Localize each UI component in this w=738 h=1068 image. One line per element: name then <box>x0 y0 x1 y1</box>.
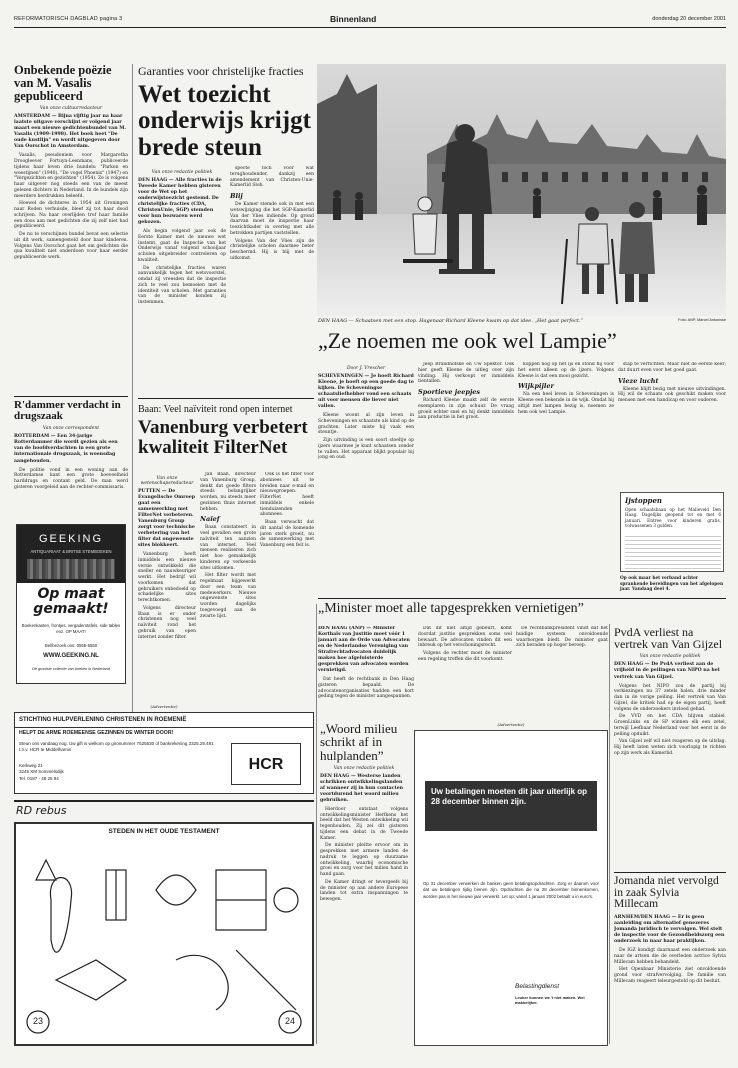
headline: PvdA verliest na vertrek van Van Gijzel <box>614 626 723 652</box>
photo-caption: DEN HAAG — Schaatsen met een stop. Hagenaar Richard Kleene kwam op dat idee. „Het gaat perfect.” <box>318 318 584 324</box>
headline: Onbekende poëzie van M. Vasalis gepubliceerd <box>14 64 112 103</box>
byline: Van onze wetenschapsredacteur <box>140 476 194 486</box>
ad-hulpverlening[interactable] <box>14 712 314 794</box>
byline: Van onze redactie politiek <box>639 654 701 660</box>
subhead: Sportieve jeepjes <box>418 388 481 396</box>
subhead: Wijkpijler <box>518 382 554 391</box>
rebus-drawing-icon <box>16 840 312 1040</box>
ad-title: STICHTING HULPVERLENING CHRISTENEN IN ROEMENIË <box>19 717 187 723</box>
article-col: Jeep Brandhofske en Uw Spektor. Ook hier geeft Kleene de uitleg over zijn vinding. Hij verkoopt er inmiddels tientallen. Sportieve jeepjes Richard Kleene maakt zelf de eerste exemplaren in zijn schuur. De vraag groeit echter snel en hij denkt inmiddels aan productie in het groot. <box>418 362 514 421</box>
headline: R'dammer verdacht in drugszaak <box>14 400 121 423</box>
tip-image <box>625 533 721 569</box>
lead: DEN HAAG (ANP) — Minister Korthals van Justitie moet vóór 1 januari aan de Orde van Advocaten en de Nederlandse Vereniging van Strafrechtadvocaten duidelijk maken hoe afgeluisterde gesprekken van advocaten worden vernietigd. <box>318 626 410 674</box>
ad-label: (Advertentie) <box>150 704 178 709</box>
headline: „Ze noemen me ook wel Lampie” <box>318 330 617 353</box>
divider <box>14 396 128 397</box>
ad-belastingdienst[interactable] <box>414 730 608 1046</box>
article-col: Van onze redactie politiek DEN HAAG — Alle fracties in de Tweede Kamer hebben gisteren voor de Wet op het onderwijstoezicht gestemd. De christelijke fracties (CDA, ChristenUnie, SGP) stemden voor hun bezwaren werd gekozen. Als begin volgend jaar ook de Eerste Kamer met de nieuwe wet instemt, gaat de Inspectie van het Onderwijs vanaf volgend schooljaar scholen uitgebreider controleren op kwaliteit. De christelijke fracties waren aanvankelijk tegen het wetsvoorstel, omdat zij vreesden dat de inspectie zich te veel zou bemoeien met de identiteit van scholen. Met garanties van de minister konden zij instemmen. <box>138 170 226 306</box>
article-col: koppen nog op het ijs en stond hij voor het eerst alleen op de ijzers. Volgens Kleene is dat een mooi gezicht. Wijkpijler Na een heel leven in Scheveningen is Kleene een bekende in de wijk. Omdat hij altijd met lampen bezig is, noemen ze hem ook wel Lampie. <box>518 362 614 415</box>
article-lampie-head <box>318 330 726 358</box>
divider <box>318 598 726 599</box>
lead: DEN HAAG — Westerse landen schrikken ontwikkelingslanden af wanneer zij in hun contacten voortdurend het woord milieu gebruiken. <box>320 773 404 803</box>
column-rule <box>132 64 133 794</box>
rebus-num-24: 24 <box>284 1016 295 1026</box>
kicker: Garanties voor christelijke fracties <box>138 64 304 78</box>
article-col: Van onze wetenschapsredacteur PUTTEN — De Evangelische Omroep gaat een samenwerking met FilterNet verbeteren. Vanenburg Group zorgt voor technische verbetering van het filter dat ongewenste sites blokkeert. Vanenburg heeft inmiddels een nieuwe versie ontwikkeld die sneller en nauwkeuriger werkt. Het bedrijf wil voorkomen dat gebruikers onbedoeld op schadelijke sites terechtkomen. Volgens directeur Baan is er onder christenen nog veel naïviteit rond het gebruik van open internet zonder filter. <box>138 476 196 640</box>
byline: Van onze cultuurredacteur <box>39 106 103 112</box>
rebus-header <box>14 800 314 820</box>
headline: Vanenburg verbetert kwaliteit FilterNet <box>138 417 308 458</box>
paper-name: REFORMATORISCH DAGBLAD pagina 3 <box>14 16 123 22</box>
tagline: Leuker kunnen we 't niet maken. Wel makkelijker. <box>515 995 585 1005</box>
ad-address: Kerkweg 21 3245 XM Sommelsdijk Tel. 0187 - 48 25 94 <box>19 763 64 781</box>
article-col: DEN HAAG (ANP) — Minister Korthals van Justitie moet vóór 1 januari aan de Orde van Advocaten en de Nederlandse Vereniging van Strafrechtadvocaten duidelijk maken hoe afgeluisterde gesprekken van advocaten worden vernietigd. Dat heeft de rechtbank in Den Haag gisteren bepaald. De advocatenorganisaties hadden een kort geding tegen de minister aangespannen. <box>318 626 414 700</box>
ad-headline: Uw betalingen moeten dit jaar uiterlijk op 28 december binnen zijn. <box>425 781 597 831</box>
article-col: specte toch voor wat terughoudender, dankzij een amendement van Christen-Unie-Kamerlid Slob. Blij De Kamer stemde ook in met een wetswijziging die het SGP-Kamerlid Van der Vlies indiende. Op grond daarvan moet de inspectie haar toezichtkader in overleg met alle betrokken partijen vaststellen. Volgens Van der Vlies zijn de christelijke scholen daarmee beter beschermd. Hij is blij met de uitkomst. <box>230 166 314 261</box>
lead: PUTTEN — De Evangelische Omroep gaat een samenwerking met FilterNet verbeteren. Vanenburg Group zorgt voor technische verbetering van het filter dat ongewenste sites blokkeert. <box>138 489 195 549</box>
byline: Van onze correspondent <box>42 426 100 432</box>
article-pvda: PvdA verliest na vertrek van Van Gijzel Van onze redactie politiek DEN HAAG — De PvdA verliest aan de vrijheid in de peilingen van NIPO na het vertrek van Van Gijzel. Volgens het NIPO zou de partij bij verkiezingen nu 37 zetels halen, drie minder dan in de vorige peiling. Het vertrek van Van Gijzel, die kritiek had op de eigen partij, heeft volgens de onderzoekers invloed gehad. De VVD en het CDA blijven stabiel. GroenLinks en de SP winnen elk een zetel, terwijl Leefbaar Nederland voor het eerst in de peiling opduikt. Van Gijzel zelf wil niet reageren op de uitslag. Hij heeft laten weten zich voorlopig te richten op zijn werk als Kamerlid. <box>614 626 726 756</box>
lead: ROTTERDAM — Een 34-jarige Rotterdammer die wordt gezien als een van de hoofdverdachten in een grote internationale drugszaak, is woensdag aangehouden. <box>14 434 118 464</box>
geeking-foot: De grootste collectie van boeken in Nederland <box>32 667 110 671</box>
headline: „Woord milieu schrikt af in hulplanden” <box>320 722 398 763</box>
article-col: Jan Baan, directeur van Vanenburg Group, denkt dat goede filters steeds belangrijker worden, nu steeds meer gezinnen thuis internet hebben. Naïef Baan constateert in veel gevallen een grote naïviteit ten aanzien van internet. Veel mensen realiseren zich niet hoe gemakkelijk kinderen op verkeerde sites uitkomen. Het filter wordt met regelmaat bijgewerkt door een team van medewerkers. Nieuwe ongewenste sites worden dagelijks toegevoegd aan de zwarte lijst. <box>200 472 256 619</box>
page-date: donderdag 20 december 2001 <box>652 16 726 22</box>
byline: Van onze redactie politiek <box>333 765 395 771</box>
subhead: Blij <box>230 192 243 200</box>
geeking-name: GEEKING <box>38 533 104 545</box>
headline: Jomanda niet vervolgd in zaak Sylvia Millecam <box>614 876 719 911</box>
article-vasalis <box>14 64 128 392</box>
rebus-puzzle[interactable] <box>14 822 314 1046</box>
ad-body: Op 31 december verwerken de banken geen betalingsopdrachten. Zorg er daarom voor dat uw betalingen tijdig binnen zijn. Opdrachten die na 28 december binnenkomen, worden pas in het nieuwe jaar verwerkt. Let op: vanaf 1 januari 2002 betaalt u in euro's. <box>423 881 599 899</box>
article-col: Dat dit niet altijd gebeurt, komt doordat justitie gesprekken soms wel bewaart. De advocaten vinden dit een inbreuk op het verschoningsrecht. Volgens de rechter moet de minister een regeling treffen die dit voorkomt. <box>418 626 512 662</box>
article-col: stap te verrichten. Maar niet de eerste keer; dat duurt even voor het goed gaat. Vieze lucht Kleene blijft bezig met nieuwe uitvindingen. Hij wil de schaats ook geschikt maken voor mensen met een handicap en voor ouderen. <box>618 362 726 403</box>
lead: AMSTERDAM — Bijna vijftig jaar na haar laatste uitgave verschijnt er volgend jaar maart een nieuwe gedichtenbundel van M. Vasalis (1909-1998). Het boek heet "De oude kustlijn" en wordt uitgegeven door Van Oorschot in Amsterdam. <box>14 114 127 150</box>
headline: „Minister moet alle tapgesprekken vernietigen” <box>318 602 584 616</box>
bookshelf-image <box>27 559 115 579</box>
lead: ARNHEM/DEN HAAG — Er is geen aanleiding om alternatief genezeres Jomanda juridisch te vervolgen. Wel stelt de inspectie voor de Gezondheidszorg een onderzoek in naar haar praktijken. <box>614 915 725 945</box>
geeking-phone: Bel/bezoek ons: 0555-5550 <box>44 643 98 648</box>
article-woord-milieu: „Woord milieu schrikt af in hulplanden” Van onze redactie politiek DEN HAAG — Westerse landen schrikken ontwikkelingslanden af wanneer zij in hun contacten voortdurend het woord milieu gebruiken. Hierdoor ontstaat volgens ontwikkelingsminister Herfkens het beeld dat het Westen ontwikkeling wil tegenhouden. Zij zei dit gisteren tijdens een debat in de Tweede Kamer. De minister pleitte ervoor om in gesprekken met armere landen de nadruk te leggen op duurzame ontwikkeling, waarbij economische groei en zorg voor het milieu hand in hand gaan. De Kamer dringt er tevergeefs bij de minister op aan andere Europese landen tot extra inspanningen te bewegen. <box>320 722 408 903</box>
byline: Door J. Vrescher <box>346 366 386 371</box>
article-filternet-head <box>138 404 314 464</box>
ad-label: (Advertentie) <box>497 722 525 727</box>
article-tapgesprekken-head <box>318 602 608 624</box>
photo-credit: Foto: ANP, Marcel Antonisse <box>678 318 726 322</box>
geeking-blurb: Boekenkasten, frontjes, vergaderstafels, side tables enz. OP MAAT! <box>21 623 121 634</box>
newspaper-page <box>14 14 726 1058</box>
body: De politie vond in een woning aan de Rotterdamse kant een grote hoeveelheid harddrugs en contant geld. De man werd gisteren voorgeleid aan de rechter-commissaris. <box>14 467 128 490</box>
ad-text: Steun ons vandaag nog. Uw gift is welkom op gironummer 7525530 of bankrekening 3325.29.491 t.n.v. HCR te Middelharnis <box>19 741 214 753</box>
geeking-sub: ANTIQUARIAAT & BRITSE STEMBOEKEN <box>30 549 112 554</box>
lead: DEN HAAG — De PvdA verliest aan de vrijheid in de peilingen van NIPO na het vertrek van Van Gijzel. <box>614 662 720 680</box>
article-col: Door J. Vrescher SCHEVENINGEN — Je hoeft Richard Kleene, je hoeft op een goede dag te kijken. De Scheveningse schaatsliefhebber vond een schaats uit voor mensen die liever niet vallen. Kleene woont al zijn leven in Scheveningen en schaatste als kind op de grachten. Later miste hij vaak een steuntje. Zijn uitvinding is een soort stoeltje op ijzers waarmee je kunt schaatsen zonder te vallen. Het apparaat blijkt populair bij jong en oud. <box>318 366 414 461</box>
tip-text: Open schaatsbaan op het Malieveld Den Haag. Dagelijks geopend tot en met 6 januari. Entree voor kinderen gratis, volwassenen 3 gulden. <box>625 507 721 529</box>
tip-caption: Op ook maar het verband achter sprankende bereidingen van het afgelopen jaar. Vandaag deel 4. <box>620 576 724 593</box>
section-title: Binnenland <box>330 14 377 24</box>
headline: Wet toezicht onderwijs krijgt brede steun <box>138 81 311 161</box>
skating-photo-image <box>317 64 726 316</box>
column-rule <box>609 624 610 1044</box>
brand: Belastingdienst <box>515 983 560 990</box>
subhead: Vieze lucht <box>618 376 659 385</box>
photo-schaatsers <box>317 64 726 316</box>
page-header <box>14 14 726 28</box>
body: Vasalis, pseudoniem voor Margaretha Droogleever Fortuyn-Leenmans, publiceerde tijdens haar leven drie bundels: "Parken en woestijnen" (1940), "De vogel Phoenix" (1947) en "Vergezichten en gezichten" (1954). Ze is volgens haar uitgever nog steeds een van de meest gelezen dichters in Nederland. In de bundels zijn meerdere herdrukken beleefd. Hoewel de dichteres in 1954 uit Groningen naar Roden verhuisde, bleef zij tot haar dood schrijven. Na haar overlijden trof haar familie een doos aan met gedichten die zij zelf niet had gepubliceerd. De nu te verschijnen bundel bevat een selectie uit dit werk, samengesteld door haar kinderen. Volgens Van Oorschot gaat het om gedichten die qua kwaliteit niet onderdoen voor haar eerder gepubliceerde werk. <box>14 153 128 261</box>
byline: Van onze redactie politiek <box>151 170 213 175</box>
ad-slogan: HELPT DE ARME ROEMEENSE GEZINNEN DE WINTER DOOR! <box>19 730 174 736</box>
article-millecam: Jomanda niet vervolgd in zaak Sylvia Millecam ARNHEM/DEN HAAG — Er is geen aanleiding om alternatief genezeres Jomanda juridisch te vervolgen. Wel stelt de inspectie voor de Gezondheidszorg een onderzoek in naar haar praktijken. De IGZ kondigt daarnaast een onderzoek aan naar de artsen die de overleden actrice Sylvia Millecam hebben behandeld. Het Openbaar Ministerie ziet onvoldoende grond voor strafvervolging. De familie van Millecam reageert teleurgesteld op dit besluit. <box>614 876 726 984</box>
subhead: Naïef <box>200 515 220 524</box>
tip-box <box>620 492 724 572</box>
geeking-web[interactable]: WWW.GEEKING.NL <box>43 653 99 659</box>
rebus-num-23: 23 <box>32 1016 43 1026</box>
tip-title: Ijstoppen <box>625 496 662 505</box>
kicker: Baan: Veel naïviteit rond open internet <box>138 404 293 415</box>
article-col: Ook is het filter voor abonnees uit te breiden naar e-mail en nieuwsgroepen. FilterNet heeft inmiddels enkele tienduizenden abonnees. Baan verwacht dat dit aantal de komende jaren sterk groeit, nu de samenwerking met Vanenburg een feit is. <box>260 472 314 548</box>
article-col: De rechtbankpresident vindt dat het huidige systeem onvoldoende waarborgen biedt. De minister gaat zich beraden op hoger beroep. <box>516 626 608 649</box>
article-drugszaak <box>14 400 128 510</box>
divider <box>138 398 314 399</box>
divider <box>614 872 726 873</box>
geeking-header <box>17 525 125 583</box>
geeking-slogan: Op maat gemaakt! <box>33 586 109 617</box>
ad-geeking[interactable] <box>16 524 126 684</box>
lead: DEN HAAG — Alle fracties in de Tweede Kamer hebben gisteren voor de Wet op het onderwijstoezicht gestemd. De christelijke fracties (CDA, ChristenUnie, SGP) stemden voor hun bezwaren werd gekozen. <box>138 178 222 226</box>
lead: SCHEVENINGEN — Je hoeft Richard Kleene, je hoeft op een goede dag te kijken. De Scheveningse schaatsliefhebber vond een schaats uit voor mensen die liever niet vallen. <box>318 374 414 410</box>
hcr-logo: HCR <box>231 743 301 785</box>
column-rule <box>316 604 317 1044</box>
rebus-title: RD rebus <box>16 804 67 817</box>
rebus-subtitle: STEDEN IN HET OUDE TESTAMENT <box>108 828 220 835</box>
